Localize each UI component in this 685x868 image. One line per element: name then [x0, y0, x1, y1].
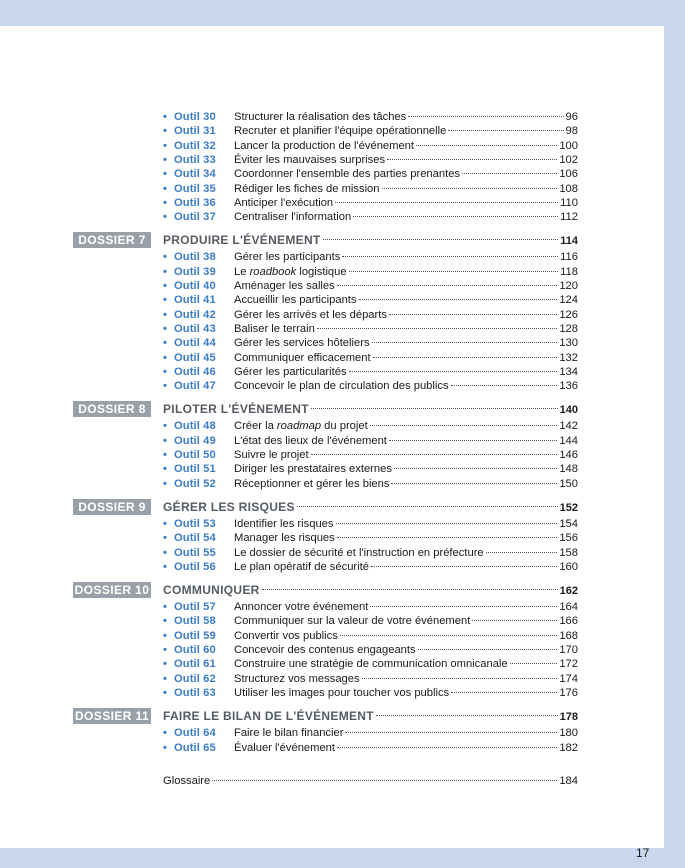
leader-dots: [370, 606, 557, 607]
leader-dots: [337, 747, 557, 748]
bullet-icon: •: [163, 629, 167, 642]
bullet-icon: •: [163, 251, 167, 264]
tool-number: Outil 45: [174, 351, 216, 364]
tool-leader: [234, 196, 578, 210]
bullet-icon: •: [163, 380, 167, 393]
page-number: 17: [636, 846, 650, 860]
tool-title: Rédiger les fiches de mission: [234, 182, 380, 195]
tool-page: 170: [559, 644, 578, 656]
dossier-title: COMMUNIQUER: [163, 583, 260, 598]
dossier-page: 140: [559, 404, 578, 417]
dossier-title: FAIRE LE BILAN DE L'ÉVÉNEMENT: [163, 709, 374, 724]
tool-page: 158: [559, 546, 578, 559]
bullet-icon: •: [163, 322, 167, 335]
leader-dots: [337, 537, 558, 538]
tool-leader: [234, 210, 578, 224]
glossary-page: 184: [559, 774, 578, 787]
tool-leader: [234, 686, 578, 700]
toc-entry[interactable]: [0, 419, 664, 433]
tool-number: Outil 43: [174, 322, 216, 335]
bullet-icon: •: [163, 449, 167, 461]
toc-entry[interactable]: [0, 657, 664, 671]
tool-title: Gérer les particularités: [234, 365, 347, 378]
tool-leader: [234, 600, 578, 614]
leader-dots: [297, 506, 558, 507]
book-page: [0, 26, 664, 860]
leader-dots: [317, 328, 557, 329]
tool-page: 118: [560, 265, 578, 278]
tool-page: 100: [559, 139, 578, 152]
bullet-icon: •: [163, 615, 167, 628]
toc-entry[interactable]: [0, 741, 664, 755]
tool-leader: [234, 546, 578, 560]
toc-entry[interactable]: [0, 322, 664, 336]
leader-dots: [340, 635, 557, 636]
leader-dots: [416, 145, 557, 146]
bullet-icon: •: [163, 153, 167, 166]
tool-title: Anticiper l'exécution: [234, 196, 334, 209]
tool-page: 108: [559, 182, 578, 195]
tool-page: 160: [559, 560, 578, 573]
tool-number: Outil 40: [174, 280, 216, 292]
bullet-icon: •: [163, 686, 167, 699]
tool-leader: [234, 434, 578, 448]
leader-dots: [394, 468, 557, 469]
tool-title: Accueillir les participants: [234, 294, 357, 307]
bullet-icon: •: [163, 741, 167, 754]
tool-number: Outil 52: [174, 477, 216, 490]
tool-leader: [234, 726, 578, 740]
tool-page: 132: [559, 351, 578, 364]
tool-number: Outil 57: [174, 601, 216, 614]
tool-page: 156: [559, 532, 578, 545]
tool-title-emphasis: roadbook: [249, 265, 297, 278]
tool-leader: [234, 741, 578, 755]
toc-entry[interactable]: [0, 139, 664, 153]
tool-title: Identifier les risques: [234, 517, 334, 530]
tool-number: Outil 48: [174, 420, 216, 433]
tool-number: Outil 33: [174, 153, 216, 166]
glossary-entry[interactable]: [0, 774, 664, 788]
tool-title: [234, 419, 368, 433]
tool-leader: [234, 657, 578, 671]
tool-number: Outil 49: [174, 434, 216, 447]
bullet-icon: •: [163, 351, 167, 364]
tool-title: Le plan opératif de sécurité: [234, 560, 369, 573]
tool-title: Convertir vos publics: [234, 629, 338, 642]
leader-dots: [472, 620, 557, 621]
tool-title: Le dossier de sécurité et l'instruction en préfecture: [234, 546, 484, 559]
dossier-leader: [163, 708, 578, 725]
tool-title: Utiliser les images pour toucher vos publics: [234, 686, 450, 699]
tool-leader: [234, 477, 578, 491]
tool-title: Gérer les arrivés et les départs: [234, 308, 387, 321]
tool-title: Aménager les salles: [234, 280, 335, 292]
tool-leader: [234, 614, 578, 628]
toc-entry[interactable]: [0, 265, 664, 279]
tool-title: Annoncer votre événement: [234, 601, 369, 614]
toc-entry[interactable]: [0, 124, 664, 138]
toc-entry[interactable]: [0, 365, 664, 379]
toc-entry[interactable]: [0, 643, 664, 657]
dossier-leader: [163, 232, 578, 249]
tool-page: 150: [559, 477, 578, 490]
bullet-icon: •: [163, 532, 167, 545]
leader-dots: [345, 732, 557, 733]
leader-dots: [337, 285, 558, 286]
bullet-icon: •: [163, 672, 167, 685]
tool-leader: [234, 448, 578, 462]
tool-number: Outil 34: [174, 168, 216, 181]
tool-leader: [234, 139, 578, 153]
dossier-page: 114: [560, 235, 578, 248]
toc-entry[interactable]: [0, 686, 664, 700]
tool-leader: [234, 462, 578, 476]
tool-title-pre: Le: [234, 265, 250, 278]
dossier-heading[interactable]: [0, 499, 664, 515]
bullet-icon: •: [163, 337, 167, 350]
leader-dots: [262, 589, 558, 590]
leader-dots: [342, 256, 558, 257]
toc-entry[interactable]: [0, 517, 664, 531]
tool-title: Évaluer l'événement: [234, 741, 336, 754]
bullet-icon: •: [163, 434, 167, 447]
tool-title-emphasis: roadmap: [276, 420, 322, 433]
leader-dots: [418, 649, 558, 650]
leader-dots: [212, 780, 557, 781]
tool-page: 134: [559, 365, 578, 378]
tool-leader: [234, 672, 578, 686]
toc-entry[interactable]: [0, 448, 664, 462]
tool-title: Gérer les services hôteliers: [234, 337, 370, 350]
tool-title: L'état des lieux de l'événement: [234, 434, 387, 447]
bullet-icon: •: [163, 196, 167, 209]
leader-dots: [448, 130, 563, 131]
tool-title-post: du projet: [321, 420, 368, 433]
tool-title-pre: Créer la: [234, 420, 277, 433]
tool-leader: [234, 560, 578, 574]
toc-entry[interactable]: [0, 600, 664, 614]
tool-leader: [234, 110, 578, 124]
leader-dots: [311, 408, 558, 409]
dossier-heading[interactable]: [0, 708, 664, 724]
tool-number: Outil 63: [174, 686, 216, 699]
tool-leader: [234, 517, 578, 531]
toc-entry[interactable]: [0, 351, 664, 365]
toc-entry[interactable]: [0, 293, 664, 307]
dossier-page: 152: [559, 501, 578, 514]
tool-title: Concevoir le plan de circulation des publics: [234, 380, 449, 393]
leader-dots: [359, 299, 558, 300]
bullet-icon: •: [163, 168, 167, 181]
leader-dots: [389, 440, 557, 441]
tool-number: Outil 56: [174, 560, 216, 573]
bullet-icon: •: [163, 111, 167, 123]
tool-number: Outil 62: [174, 672, 216, 685]
tool-leader: [234, 322, 578, 336]
toc-entry[interactable]: [0, 308, 664, 322]
dossier-page: 178: [559, 711, 578, 724]
toc-entry[interactable]: [0, 196, 664, 210]
tool-page: 116: [560, 251, 578, 264]
tool-number: Outil 50: [174, 449, 216, 461]
dossier-leader: [163, 499, 578, 516]
dossier-label: DOSSIER 11: [74, 709, 150, 724]
tool-page: 172: [559, 658, 578, 671]
bullet-icon: •: [163, 265, 167, 278]
tool-title: Faire le bilan financier: [234, 727, 344, 740]
glossary-leader: [163, 774, 578, 788]
tool-title: [234, 265, 347, 279]
tool-leader: [234, 279, 578, 293]
tool-title: Construire une stratégie de communication omnicanale: [234, 658, 508, 671]
bullet-icon: •: [163, 125, 167, 138]
tool-number: Outil 32: [174, 139, 216, 152]
bullet-icon: •: [163, 644, 167, 656]
toc-entry[interactable]: [0, 726, 664, 740]
bullet-icon: •: [163, 211, 167, 224]
leader-dots: [451, 385, 558, 386]
tool-number: Outil 41: [174, 294, 216, 307]
dossier-heading[interactable]: [0, 582, 664, 598]
tool-page: 124: [559, 294, 578, 307]
tool-page: 110: [560, 196, 578, 209]
tool-title: Communiquer sur la valeur de votre événement: [234, 615, 471, 628]
toc-entry[interactable]: [0, 210, 664, 224]
tool-page: 96: [565, 111, 578, 123]
tool-title: Suivre le projet: [234, 449, 309, 461]
tool-page: 120: [559, 280, 578, 292]
toc-entry[interactable]: [0, 672, 664, 686]
leader-dots: [336, 523, 558, 524]
dossier-heading[interactable]: [0, 232, 664, 248]
tool-leader: [234, 182, 578, 196]
toc-entry[interactable]: [0, 279, 664, 293]
tool-number: Outil 61: [174, 658, 216, 671]
leader-dots: [353, 216, 558, 217]
tool-number: Outil 36: [174, 196, 216, 209]
bullet-icon: •: [163, 560, 167, 573]
tool-page: 112: [560, 211, 578, 224]
toc-entry[interactable]: [0, 250, 664, 264]
tool-leader: [234, 643, 578, 657]
leader-dots: [323, 239, 559, 240]
toc-entry[interactable]: [0, 153, 664, 167]
tool-page: 148: [559, 463, 578, 476]
tool-page: 142: [559, 420, 578, 433]
tool-number: Outil 51: [174, 463, 216, 476]
dossier-page: 162: [559, 585, 578, 598]
leader-dots: [451, 692, 557, 693]
tool-number: Outil 37: [174, 211, 216, 224]
tool-title: Centraliser l'information: [234, 211, 352, 224]
dossier-label: DOSSIER 10: [74, 583, 150, 598]
leader-dots: [391, 483, 557, 484]
dossier-heading[interactable]: [0, 401, 664, 417]
toc-entry[interactable]: [0, 546, 664, 560]
tool-number: Outil 54: [174, 532, 216, 545]
tool-page: 128: [559, 322, 578, 335]
tool-title-post: logistique: [296, 265, 347, 278]
bullet-icon: •: [163, 294, 167, 307]
tool-number: Outil 59: [174, 629, 216, 642]
bullet-icon: •: [163, 308, 167, 321]
tool-leader: [234, 365, 578, 379]
tool-title: Structurez vos messages: [234, 672, 360, 685]
tool-page: 176: [559, 686, 578, 699]
tool-leader: [234, 351, 578, 365]
toc-entry[interactable]: [0, 167, 664, 181]
tool-number: Outil 53: [174, 517, 216, 530]
bullet-icon: •: [163, 280, 167, 292]
tool-number: Outil 60: [174, 644, 216, 656]
tool-page: 174: [559, 672, 578, 685]
tool-page: 130: [559, 337, 578, 350]
tool-leader: [234, 250, 578, 264]
leader-dots: [372, 342, 558, 343]
leader-dots: [376, 715, 558, 716]
tool-page: 182: [559, 741, 578, 754]
bullet-icon: •: [163, 365, 167, 378]
dossier-title: PRODUIRE L'ÉVÉNEMENT: [163, 233, 321, 248]
tool-leader: [234, 167, 578, 181]
tool-number: Outil 39: [174, 265, 216, 278]
leader-dots: [311, 454, 558, 455]
tool-page: 126: [559, 308, 578, 321]
tool-page: 106: [559, 168, 578, 181]
tool-title: Concevoir des contenus engageants: [234, 644, 416, 656]
leader-dots: [349, 371, 558, 372]
leader-dots: [510, 663, 558, 664]
dossier-label: DOSSIER 7: [73, 232, 151, 248]
tool-leader: [234, 419, 578, 433]
tool-number: Outil 58: [174, 615, 216, 628]
tool-title: Éviter les mauvaises surprises: [234, 153, 386, 166]
glossary-title: Glossaire: [163, 774, 211, 787]
leader-dots: [335, 202, 558, 203]
toc-entry[interactable]: [0, 531, 664, 545]
bullet-icon: •: [163, 727, 167, 740]
tool-page: 144: [559, 434, 578, 447]
tool-number: Outil 30: [174, 111, 216, 123]
leader-dots: [382, 188, 558, 189]
dossier-title: GÉRER LES RISQUES: [163, 499, 295, 514]
leader-dots: [370, 425, 558, 426]
bullet-icon: •: [163, 463, 167, 476]
tool-page: 146: [559, 449, 578, 461]
tool-number: Outil 35: [174, 182, 216, 195]
tool-title: Réceptionner et gérer les biens: [234, 477, 390, 490]
tool-number: Outil 55: [174, 546, 216, 559]
bullet-icon: •: [163, 182, 167, 195]
tool-number: Outil 46: [174, 365, 216, 378]
leader-dots: [362, 678, 558, 679]
tool-page: 102: [559, 153, 578, 166]
toc-entry[interactable]: [0, 462, 664, 476]
tool-page: 168: [559, 629, 578, 642]
tool-title: Diriger les prestataires externes: [234, 463, 392, 476]
bullet-icon: •: [163, 658, 167, 671]
dossier-title: PILOTER L'ÉVÉNEMENT: [163, 402, 309, 417]
toc-entry[interactable]: [0, 434, 664, 448]
tool-leader: [234, 308, 578, 322]
tool-leader: [234, 336, 578, 350]
tool-leader: [234, 124, 578, 138]
toc-entry[interactable]: [0, 614, 664, 628]
dossier-leader: [163, 401, 578, 418]
tool-number: Outil 44: [174, 337, 216, 350]
tool-number: Outil 65: [174, 741, 216, 754]
leader-dots: [408, 116, 563, 117]
tool-page: 136: [559, 380, 578, 393]
leader-dots: [373, 357, 558, 358]
leader-dots: [349, 271, 559, 272]
toc-entry[interactable]: [0, 336, 664, 350]
dossier-label: DOSSIER 9: [73, 499, 151, 515]
bullet-icon: •: [163, 139, 167, 152]
dossier-label: DOSSIER 8: [73, 401, 151, 417]
tool-title: Gérer les participants: [234, 251, 341, 264]
toc-entry[interactable]: [0, 629, 664, 643]
leader-dots: [387, 159, 557, 160]
leader-dots: [486, 552, 558, 553]
tool-number: Outil 42: [174, 308, 216, 321]
bullet-icon: •: [163, 517, 167, 530]
toc-entry[interactable]: [0, 379, 664, 393]
bullet-icon: •: [163, 546, 167, 559]
leader-dots: [389, 314, 557, 315]
tool-number: Outil 64: [174, 727, 216, 740]
toc-entry[interactable]: [0, 110, 664, 124]
tool-title: Recruter et planifier l'équipe opérationnelle: [234, 125, 447, 138]
tool-leader: [234, 293, 578, 307]
tool-title: Manager les risques: [234, 532, 335, 545]
tool-title: Structurer la réalisation des tâches: [234, 111, 407, 123]
tool-number: Outil 31: [174, 125, 216, 138]
tool-number: Outil 47: [174, 380, 216, 393]
bullet-icon: •: [163, 477, 167, 490]
toc-entry[interactable]: [0, 182, 664, 196]
tool-page: 164: [559, 601, 578, 614]
bullet-icon: •: [163, 601, 167, 614]
tool-title: Coordonner l'ensemble des parties prenantes: [234, 168, 461, 181]
toc-entry[interactable]: [0, 560, 664, 574]
tool-leader: [234, 379, 578, 393]
tool-leader: [234, 531, 578, 545]
toc-entry[interactable]: [0, 477, 664, 491]
tool-page: 98: [565, 125, 578, 138]
tool-title: Lancer la production de l'événement: [234, 139, 415, 152]
tool-number: Outil 38: [174, 251, 216, 264]
bullet-icon: •: [163, 420, 167, 433]
tool-title: Communiquer efficacement: [234, 351, 371, 364]
leader-dots: [462, 173, 557, 174]
tool-leader: [234, 153, 578, 167]
tool-page: 180: [559, 727, 578, 740]
leader-dots: [371, 566, 557, 567]
tool-leader: [234, 265, 578, 279]
tool-page: 166: [559, 615, 578, 628]
tool-title: Baliser le terrain: [234, 322, 315, 335]
dossier-leader: [163, 582, 578, 599]
tool-leader: [234, 629, 578, 643]
tool-page: 154: [559, 517, 578, 530]
